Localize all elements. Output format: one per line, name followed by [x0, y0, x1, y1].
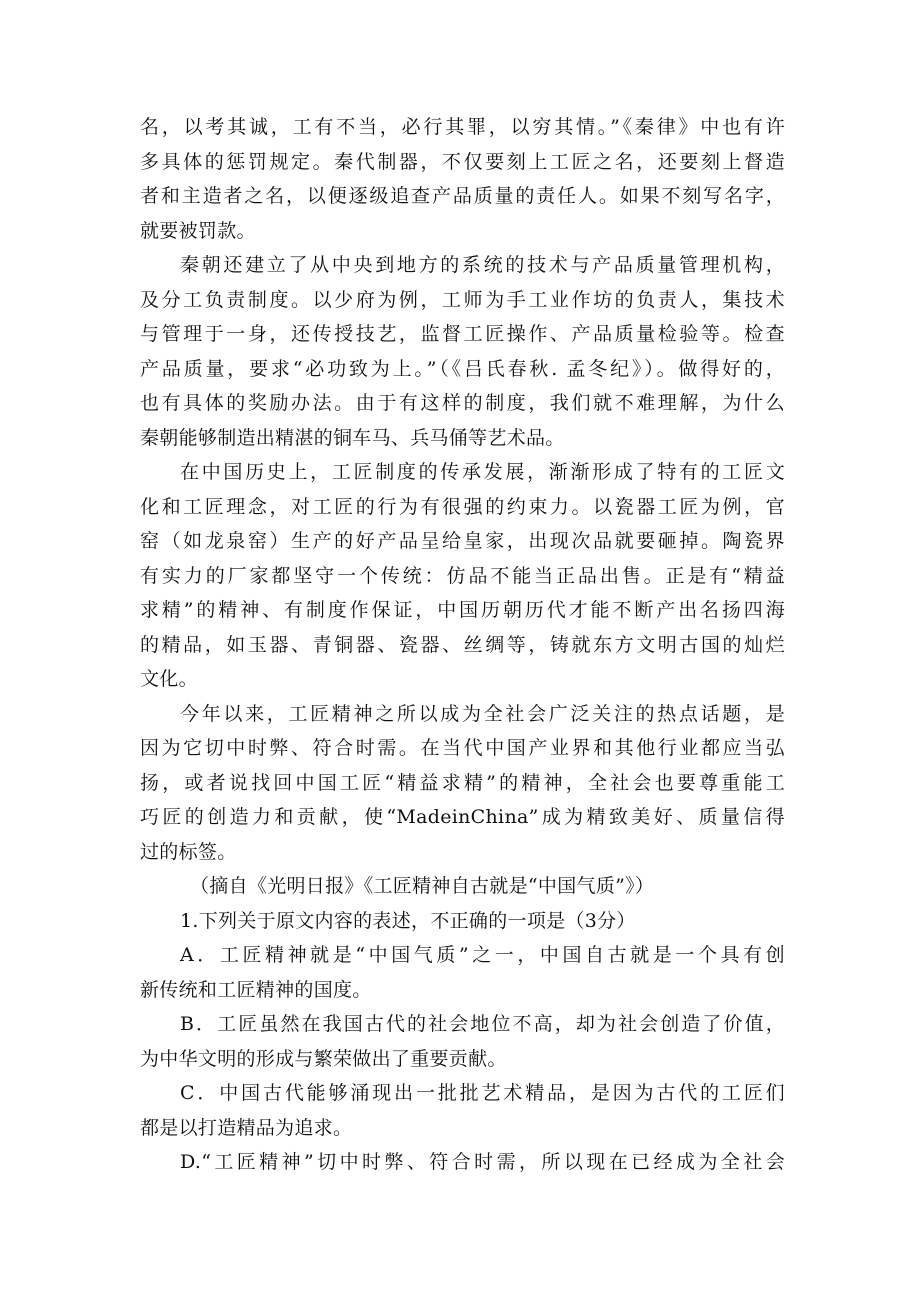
text-line: 秦朝还建立了从中央到地方的系统的技术与产品质量管理机构，: [180, 254, 785, 276]
document-body: [140, 110, 785, 1180]
text-line: 扬，或者说找回中国工匠“精益求精”的精神，全社会也要尊重能工: [140, 771, 785, 794]
text-line: 在中国历史上，工匠制度的传承发展，渐渐形成了特有的工匠文: [180, 461, 785, 483]
paragraph-2: [140, 248, 785, 455]
text-line: 产品质量，要求“必功致为上。”（《吕氏春秋. 孟冬纪》）。做得好的，: [140, 357, 785, 380]
text-line: B．工匠虽然在我国古代的社会地位不高，却为社会创造了价值，: [180, 1013, 785, 1035]
text-line: 文化。: [140, 668, 198, 690]
text-line: 窑（如龙泉窑）生产的好产品呈给皇家，出现次品就要砸掉。陶瓷界: [140, 530, 785, 552]
text-line: 都是以打造精品为追求。: [140, 1116, 353, 1139]
paragraph-1: [140, 110, 785, 248]
paragraph-3: [140, 455, 785, 697]
text-line: 也有具体的奖励办法。由于有这样的制度，我们就不难理解，为什么: [140, 392, 785, 414]
option-c: [140, 1076, 785, 1145]
text-line: 巧匠的创造力和贡献，使“MadeinChina”成为精致美好、质量信得: [140, 806, 785, 828]
source-citation: （摘自《光明日报》《工匠精神自古就是“中国气质”》）: [190, 875, 655, 897]
text-line: 为中华文明的形成与繁荣做出了重要贡献。: [140, 1047, 507, 1070]
text-line: D.“工匠精神”切中时弊、符合时需，所以现在已经成为全社会: [180, 1151, 785, 1173]
text-line: 化和工匠理念，对工匠的行为有很强的约束力。以瓷器工匠为例，官: [140, 495, 785, 518]
paragraph-4: [140, 697, 785, 870]
option-d: [140, 1145, 785, 1180]
text-line: 秦朝能够制造出精湛的铜车马、兵马俑等艺术品。: [140, 426, 565, 449]
text-line: 今年以来，工匠精神之所以成为全社会广泛关注的热点话题，是: [180, 702, 785, 725]
text-line: 求精”的精神、有制度作保证，中国历朝历代才能不断产出名扬四海: [140, 599, 785, 621]
text-line: 的精品，如玉器、青铜器、瓷器、丝绸等，铸就东方文明古国的灿烂: [140, 633, 785, 656]
text-line: 多具体的惩罚规定。秦代制器，不仅要刻上工匠之名，还要刻上督造: [140, 150, 785, 173]
text-line: 就要被罚款。: [140, 219, 256, 242]
text-line: 有实力的厂家都坚守一个传统：仿品不能当正品出售。正是有“精益: [140, 564, 785, 587]
text-line: 与管理于一身，还传授技艺，监督工匠操作、产品质量检验等。检查: [140, 323, 785, 345]
text-line: 新传统和工匠精神的国度。: [140, 978, 372, 1001]
question-stem: 1.下列关于原文内容的表述，不正确的一项是（3分）: [180, 909, 636, 932]
text-line: 及分工负责制度。以少府为例，工师为手工业作坊的负责人，集技术: [140, 288, 785, 311]
option-b: [140, 1007, 785, 1076]
text-line: 者和主造者之名，以便逐级追查产品质量的责任人。如果不刻写名字，: [140, 185, 785, 207]
text-line: A．工匠精神就是“中国气质”之一，中国自古就是一个具有创: [180, 944, 785, 966]
text-line: C．中国古代能够涌现出一批批艺术精品，是因为古代的工匠们: [180, 1082, 785, 1104]
option-a: [140, 938, 785, 1007]
text-line: 因为它切中时弊、符合时需。在当代中国产业界和其他行业都应当弘: [140, 737, 785, 759]
text-line: 过的标签。: [140, 840, 237, 863]
text-line: 名，以考其诚，工有不当，必行其罪，以穷其情。”《秦律》中也有许: [140, 116, 785, 138]
